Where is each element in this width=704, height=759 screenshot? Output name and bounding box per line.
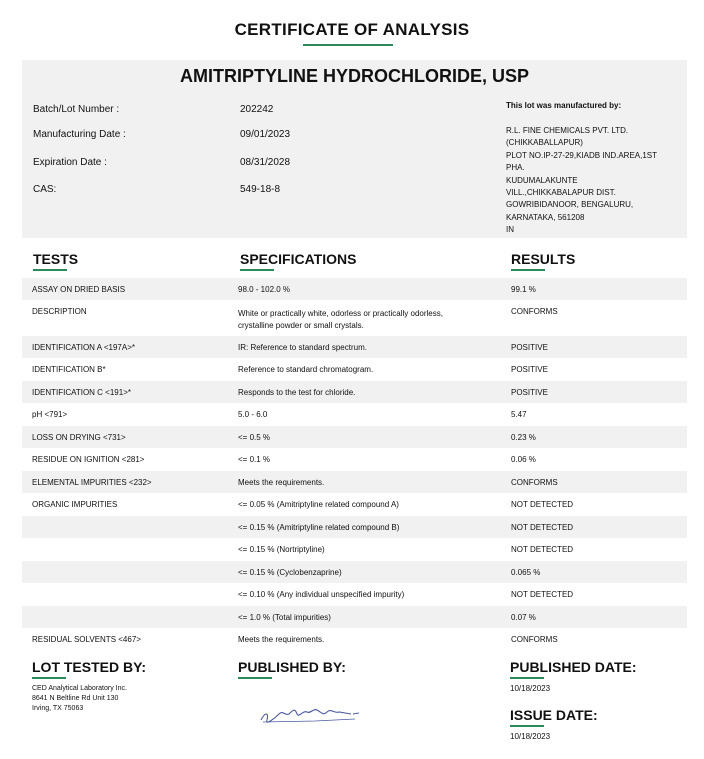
manufacturer-line: IN (506, 225, 514, 235)
table-row (22, 336, 687, 358)
specifications-header-underline (240, 269, 274, 271)
table-row (22, 516, 687, 538)
document-title: CERTIFICATE OF ANALYSIS (234, 20, 470, 39)
manufacturer-address (506, 125, 684, 237)
mfg-date-value: 09/01/2023 (240, 129, 291, 140)
table-row (22, 278, 687, 300)
manufacturer-line: KUDUMALAKUNTE (506, 175, 578, 185)
test-result: CONFORMS (511, 635, 558, 644)
batch-value: 202242 (240, 104, 274, 115)
test-spec: 98.0 - 102.0 % (238, 285, 291, 294)
table-row (22, 403, 687, 426)
test-name: IDENTIFICATION C <191>* (32, 388, 131, 397)
test-result: NOT DETECTED (511, 500, 574, 509)
test-spec: Meets the requirements. (238, 478, 325, 487)
table-row (22, 300, 687, 336)
tests-header-underline (33, 269, 67, 271)
test-result: 5.47 (511, 410, 527, 419)
lot-tested-by-underline (32, 677, 66, 679)
test-spec: <= 0.05 % (Amitriptyline related compound A) (238, 500, 399, 509)
title-underline (303, 44, 393, 46)
published-by-heading: PUBLISHED BY: (238, 659, 346, 675)
issue-date-heading: ISSUE DATE: (510, 707, 598, 723)
test-name: ASSAY ON DRIED BASIS (32, 285, 126, 294)
table-row (22, 471, 687, 493)
test-spec-line: crystalline powder or small crystals. (238, 321, 364, 330)
test-name: LOSS ON DRYING <731> (32, 433, 126, 442)
test-result: CONFORMS (511, 478, 558, 487)
table-row (22, 583, 687, 606)
lab-city: Irving, TX 75063 (32, 705, 84, 712)
table-row (22, 493, 687, 516)
test-spec-line: White or practically white, odorless or practically odorless, (238, 309, 443, 318)
results-header-underline (511, 269, 545, 271)
test-name: IDENTIFICATION A <197A>* (32, 343, 135, 352)
test-spec: <= 0.15 % (Amitriptyline related compound B) (238, 523, 400, 532)
test-spec: Responds to the test for chloride. (238, 388, 356, 397)
test-name: ORGANIC IMPURITIES (32, 500, 118, 509)
mfg-date-label: Manufacturing Date : (33, 129, 126, 140)
test-result: 0.06 % (511, 455, 536, 464)
test-spec: <= 1.0 % (Total impurities) (238, 613, 331, 622)
signature-image (255, 700, 365, 728)
test-spec: <= 0.15 % (Cyclobenzaprine) (238, 568, 342, 577)
test-result: 0.07 % (511, 613, 536, 622)
test-name: pH <791> (32, 410, 68, 419)
published-date-value: 10/18/2023 (510, 684, 551, 693)
test-spec (238, 308, 478, 332)
table-row (22, 448, 687, 471)
test-result: CONFORMS (511, 307, 558, 316)
test-result: 99.1 % (511, 285, 536, 294)
lab-address (32, 684, 127, 714)
table-row (22, 381, 687, 403)
test-result: POSITIVE (511, 365, 548, 374)
specifications-header: SPECIFICATIONS (240, 251, 357, 267)
test-spec: <= 0.5 % (238, 433, 271, 442)
test-result: NOT DETECTED (511, 523, 574, 532)
published-date-heading: PUBLISHED DATE: (510, 659, 637, 675)
results-header: RESULTS (511, 251, 576, 267)
product-name: AMITRIPTYLINE HYDROCHLORIDE, USP (179, 66, 529, 86)
table-row (22, 538, 687, 561)
test-result: NOT DETECTED (511, 545, 574, 554)
lab-street: 8641 N Beltline Rd Unit 130 (32, 695, 119, 702)
test-spec: <= 0.1 % (238, 455, 271, 464)
test-result: 0.065 % (511, 568, 541, 577)
cas-value: 549-18-8 (240, 184, 281, 195)
table-row (22, 426, 687, 448)
manufacturer-heading: This lot was manufactured by: (506, 101, 622, 110)
table-row (22, 606, 687, 628)
test-spec: 5.0 - 6.0 (238, 410, 268, 419)
table-row (22, 358, 687, 381)
test-spec: IR: Reference to standard spectrum. (238, 343, 367, 352)
issue-date-value: 10/18/2023 (510, 732, 551, 741)
lot-tested-by-heading: LOT TESTED BY: (32, 659, 147, 675)
test-name: DESCRIPTION (32, 307, 87, 316)
test-spec: Meets the requirements. (238, 635, 325, 644)
manufacturer-line: R.L. FINE CHEMICALS PVT. LTD. (506, 126, 629, 135)
exp-date-value: 08/31/2028 (240, 157, 291, 168)
issue-date-underline (510, 725, 544, 727)
test-spec: <= 0.15 % (Nortriptyline) (238, 545, 325, 554)
test-name: ELEMENTAL IMPURITIES <232> (32, 478, 152, 487)
test-spec: Reference to standard chromatogram. (238, 365, 374, 374)
published-date-underline (510, 677, 544, 679)
test-result: POSITIVE (511, 343, 548, 352)
published-by-underline (238, 677, 272, 679)
table-row (22, 561, 687, 583)
lab-name: CED Analytical Laboratory Inc. (32, 685, 127, 692)
manufacturer-line: KARNATAKA, 561208 (506, 212, 585, 222)
batch-label: Batch/Lot Number : (33, 104, 120, 115)
test-name: RESIDUAL SOLVENTS <467> (32, 635, 141, 644)
exp-date-label: Expiration Date : (33, 157, 107, 168)
cas-label: CAS: (33, 184, 57, 195)
manufacturer-line: VILL.,CHIKKABALAPUR DIST. (506, 188, 616, 198)
manufacturer-line: GOWRIBIDANOOR, BENGALURU, (506, 200, 634, 210)
manufacturer-line: PLOT NO.IP-27-29,KIADB IND.AREA,1ST (506, 150, 658, 160)
test-result: POSITIVE (511, 388, 548, 397)
tests-header: TESTS (33, 251, 79, 267)
test-result: NOT DETECTED (511, 590, 574, 599)
manufacturer-line: PHA. (506, 163, 525, 173)
test-spec: <= 0.10 % (Any individual unspecified impurity) (238, 590, 405, 599)
test-name: IDENTIFICATION B* (32, 365, 106, 374)
test-name: RESIDUE ON IGNITION <281> (32, 455, 145, 464)
manufacturer-line: (CHIKKABALLAPUR) (506, 138, 583, 148)
table-row (22, 628, 687, 650)
test-result: 0.23 % (511, 433, 536, 442)
